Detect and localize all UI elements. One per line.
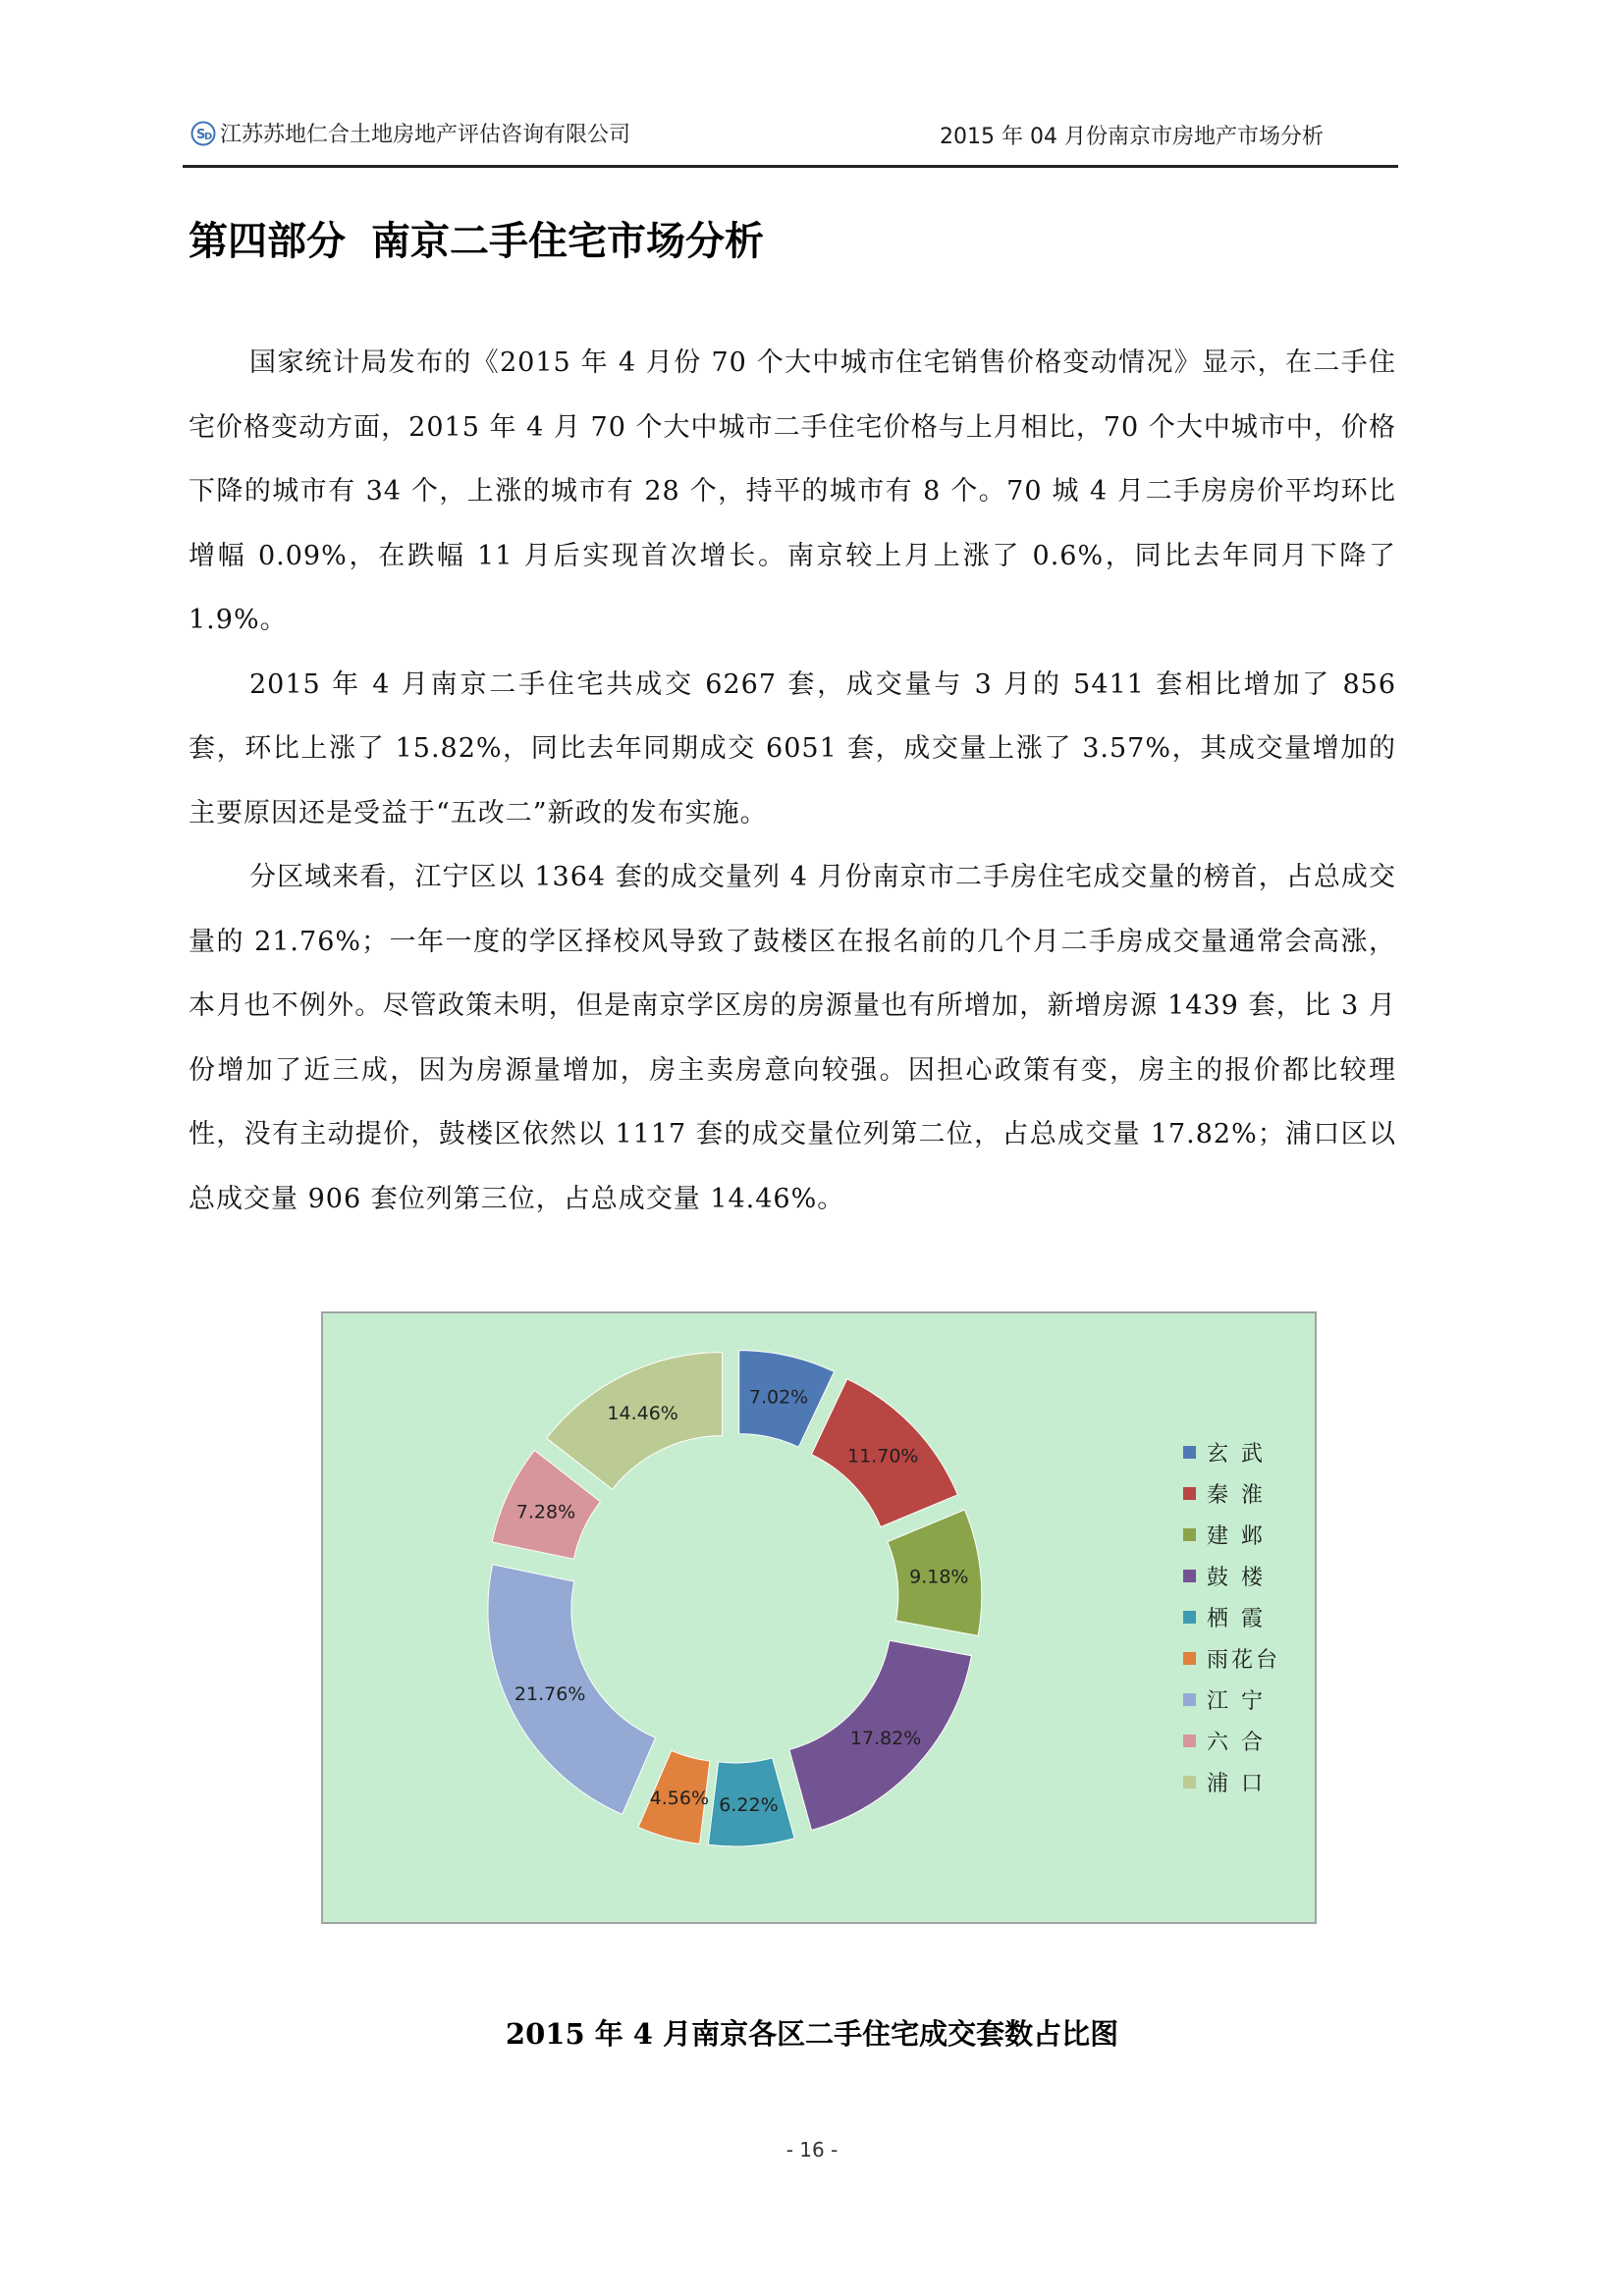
chart-legend: [1183, 1431, 1280, 1802]
legend-swatch-2: [1183, 1487, 1196, 1500]
legend-label-6: 雨花台: [1207, 1647, 1281, 1673]
data-label-5: 6.22%: [719, 1793, 779, 1816]
legend-item-4: [1183, 1555, 1280, 1596]
legend-label-5: 栖 霞: [1207, 1606, 1266, 1631]
company-name: 江苏苏地仁合土地房地产评估咨询有限公司: [220, 123, 631, 147]
legend-label-9: 浦 口: [1207, 1771, 1266, 1796]
legend-label-2: 秦 淮: [1207, 1482, 1266, 1508]
legend-swatch-8: [1183, 1735, 1196, 1747]
svg-text:S: S: [196, 127, 206, 142]
section-title: [189, 210, 764, 266]
section-part: 第四部分: [189, 218, 346, 264]
donut-slice-group-6: [638, 1750, 710, 1843]
district-share-chart: [321, 1311, 1317, 1924]
section-name: 南京二手住宅市场分析: [371, 218, 764, 264]
data-label-9: 14.46%: [607, 1402, 678, 1424]
legend-item-6: [1183, 1637, 1280, 1679]
legend-item-9: [1183, 1761, 1280, 1802]
paragraph-transactions: 2015 年 4 月南京二手住宅共成交 6267 套，成交量与 3 月的 5411 套相比增加了 856 套，环比上涨了 15.82%，同比去年同期成交 6051 套，成交量上涨了 3.57%，其成交量增加的主要原因还是受益于“五改二”新政的发布实施。: [189, 668, 1396, 828]
legend-label-4: 鼓 楼: [1207, 1565, 1266, 1590]
donut-slice-group-9: [547, 1353, 723, 1490]
legend-label-8: 六 合: [1207, 1730, 1266, 1755]
legend-label-1: 玄 武: [1207, 1441, 1266, 1467]
body-text: [189, 331, 1396, 1231]
header-company: [190, 118, 630, 148]
page-header: [183, 106, 1398, 168]
company-logo-icon: [190, 121, 216, 146]
donut-slice-group-3: [888, 1510, 982, 1635]
legend-label-3: 建 邺: [1207, 1523, 1266, 1549]
report-title: 2015 年 04 月份南京市房地产市场分析: [940, 125, 1324, 149]
donut-slice-group-2: [811, 1379, 957, 1527]
paragraph-districts: 分区域来看，江宁区以 1364 套的成交量列 4 月份南京市二手房住宅成交量的榜首，占总成交量的 21.76%；一年一度的学区择校风导致了鼓楼区在报名前的几个月二手房成交量通常会高涨，本月也不例外。尽管政策未明，但是南京学区房的房源量也有所增加，新增房源 1439 套，比 3 月份增加了近三成，因为房源量增加，房主卖房意向较强。因担心政策有变，房主的报价都比较理性，没有主动提价，鼓楼区依然以 1117 套的成交量位列第二位，占总成交量 17.82%；浦口区以总成交量 906 套位列第三位，占总成交量 14.46%。: [189, 862, 1396, 1214]
legend-item-3: [1183, 1514, 1280, 1555]
data-label-1: 7.02%: [748, 1386, 809, 1409]
legend-swatch-9: [1183, 1776, 1196, 1789]
donut-chart: [323, 1313, 1315, 1922]
donut-slice-group-5: [708, 1758, 794, 1846]
svg-text:D: D: [204, 131, 213, 142]
legend-item-8: [1183, 1720, 1280, 1761]
data-label-4: 17.82%: [849, 1728, 922, 1750]
donut-slice-group-7: [488, 1565, 656, 1815]
donut-slice-group-4: [789, 1640, 972, 1830]
page-number: - 16 -: [785, 2138, 839, 2162]
legend-item-5: [1183, 1596, 1280, 1637]
chart-caption: 2015 年 4 月南京各区二手住宅成交套数占比图: [505, 2017, 1119, 2051]
legend-swatch-1: [1183, 1446, 1196, 1459]
paragraph-price-change: 国家统计局发布的《2015 年 4 月份 70 个大中城市住宅销售价格变动情况》显示，在二手住宅价格变动方面，2015 年 4 月 70 个大中城市二手住宅价格与上月相比，70 个大中城市中，价格下降的城市有 34 个，上涨的城市有 28 个，持平的城市有 8 个。70 城 4 月二手房房价平均环比增幅 0.09%，在跌幅 11 月后实现首次增长。南京较上月上涨了 0.6%，同比去年同月下降了 1.9%。: [189, 347, 1396, 635]
legend-swatch-5: [1183, 1611, 1196, 1624]
legend-item-2: [1183, 1472, 1280, 1514]
data-label-6: 4.56%: [649, 1788, 710, 1810]
legend-swatch-4: [1183, 1570, 1196, 1582]
legend-item-7: [1183, 1679, 1280, 1720]
legend-swatch-7: [1183, 1693, 1196, 1706]
legend-label-7: 江 宁: [1207, 1688, 1266, 1714]
data-label-3: 9.18%: [909, 1566, 969, 1588]
legend-swatch-3: [1183, 1528, 1196, 1541]
data-label-7: 21.76%: [514, 1682, 586, 1705]
legend-item-1: [1183, 1431, 1280, 1472]
donut-slice-group-1: [739, 1351, 835, 1448]
data-label-8: 7.28%: [515, 1501, 576, 1523]
data-label-2: 11.70%: [847, 1445, 919, 1468]
legend-swatch-6: [1183, 1652, 1196, 1665]
